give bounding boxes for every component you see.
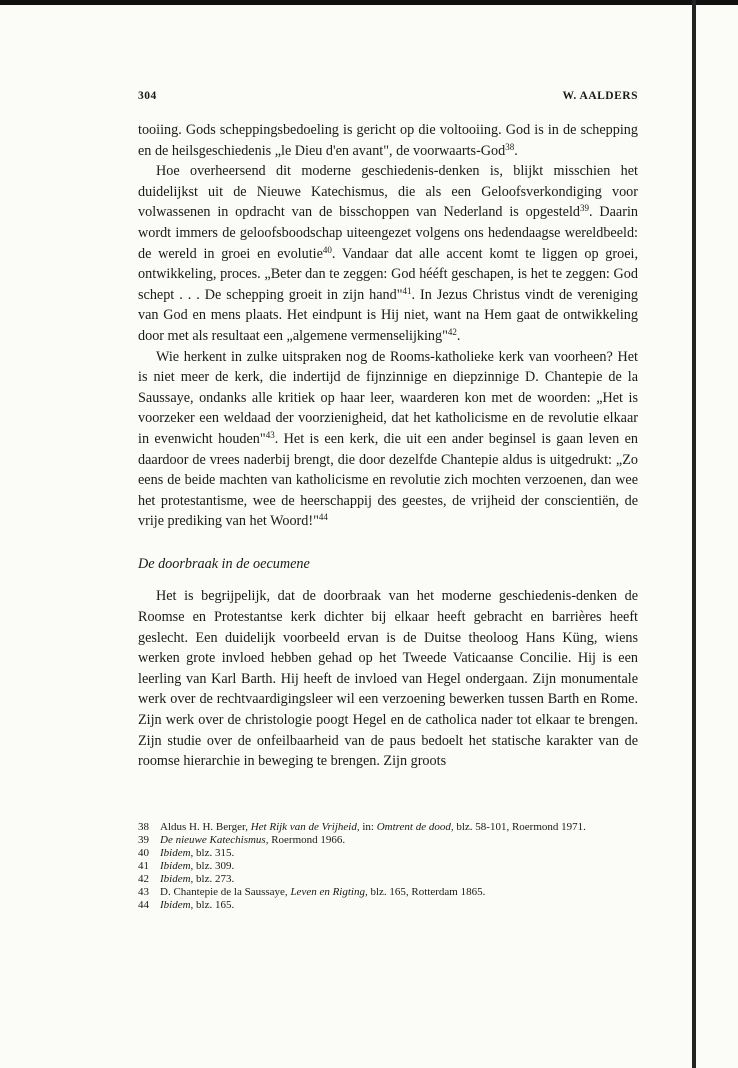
footnote-44: 44 Ibidem, blz. 165. [138, 899, 235, 911]
page-header [138, 90, 638, 106]
paragraph-1: tooiing. Gods scheppingsbedoeling is gericht op die voltooiing. God is in de schepping en de heilsgeschiedenis „le Dieu d'en avant", de voorwaarts-God$^{38}$. [138, 122, 638, 159]
footnotes [138, 821, 638, 912]
footnote-number: 40 [138, 847, 149, 859]
footnote-ref: 42 [447, 326, 457, 337]
paragraph-2: Hoe overheersend dit moderne geschiedenis-denken is, blijkt misschien het duidelijkst uit de Nieuwe Katechismus, die als een Geloofsverkondiging voor volwassenen in opdracht van de bisschoppen van Nederland is opgesteld$^{39}$. Daarin wordt immers de geloofsboodschap uiteengezet volgens ons hedendaagse wereldbeeld: de wereld in groei en evolutie$^{40}$. Vandaar dat alle accent komt te liggen op groei, ontwikkeling, proces. „Beter dan te zeggen: God hééft geschapen, is het te zeggen: God schept . . . De schepping groeit in zijn hand"$^{41}$. In Jezus Christus vindt de vereniging van God en mens plaats. Het eindpunt is Hij niet, want na Hem gaat de ontwikkeling door met als resultaat een „algemene vermenselijking"$^{42}$. [138, 163, 638, 344]
footnote-ref: 40 [322, 244, 332, 255]
page-number: 304 [138, 90, 157, 102]
footnote-number: 41 [138, 860, 149, 872]
footnote-39: 39 De nieuwe Katechismus, Roermond 1966. [138, 834, 346, 846]
footnote-ref: 43 [265, 429, 275, 440]
right-edge-rule [692, 0, 696, 1068]
footnote-ref: 41 [402, 285, 412, 296]
top-edge-rule [0, 0, 738, 5]
footnote-number: 39 [138, 834, 149, 846]
footnote-38: 38 Aldus H. H. Berger, Het Rijk van de Vrijheid, in: Omtrent de dood, blz. 58-101, Roermond 1971. [138, 821, 586, 833]
paragraph-3: Wie herkent in zulke uitspraken nog de Rooms-katholieke kerk van voorheen? Het is niet meer de kerk, die indertijd de fijnzinnige en diepzinnige D. Chantepie de la Saussaye, ondanks alle kritiek op haar leer, waarderen kon met de woorden: „Het is voorzeker een weldaad der voorzienigheid, dat het katholicisme en de revolutie elkaar in evenwicht houden"$^{43}$. Het is een kerk, die uit een ander beginsel is gaan leven en daardoor de vrees naderbij brengt, die door dezelfde Chantepie aldus is uitgedrukt: „Zo eens de beide machten van katholicisme en revolutie zich mochten verzoenen, dan wee het protestantisme, wee de heerschappij des geestes, de vrijheid der conscientiën, de vrije prediking van het Woord!"$^{44}$ [138, 348, 638, 530]
footnote-43: 43 D. Chantepie de la Saussaye, Leven en Rigting, blz. 165, Rotterdam 1865. [138, 886, 486, 898]
footnote-number: 43 [138, 886, 149, 898]
footnote-ref: 38 [505, 141, 515, 152]
footnote-42: 42 Ibidem, blz. 273. [138, 873, 235, 885]
footnote-41: 41 Ibidem, blz. 309. [138, 860, 235, 872]
footnote-number: 44 [138, 899, 149, 911]
footnote-ref: 39 [580, 203, 590, 214]
footnote-number: 42 [138, 873, 149, 885]
section-heading: De doorbraak in de oecumene [138, 555, 310, 572]
footnote-ref: 44 [318, 512, 328, 523]
running-head-author: W. AALDERS [562, 90, 638, 102]
paragraph-4: Het is begrijpelijk, dat de doorbraak van het moderne geschiedenis-denken de Roomse en Protestantse kerk dichter bij elkaar heeft gebracht en barrières heeft geslecht. Een duidelijk voorbeeld ervan is de Duitse theoloog Hans Küng, wiens werken grote invloed hebben gehad op het Tweede Vaticaanse Concilie. Hij is een leerling van Karl Barth. Hij heeft de invloed van Hegel ondergaan. Zijn monumentale werk over de rechtvaardigingsleer wil een verzoening bewerken tussen Barth en Rome. Zijn werk over de christologie poogt Hegel en de catholica nader tot elkaar te brengen. Zijn studie over de onfeilbaarheid van de paus bedoelt het statische karakter van de roomse hierarchie in beweging te brengen. Zijn groots [138, 588, 638, 770]
footnote-40: 40 Ibidem, blz. 315. [138, 847, 235, 859]
body-text [138, 120, 638, 772]
footnote-number: 38 [138, 821, 149, 833]
